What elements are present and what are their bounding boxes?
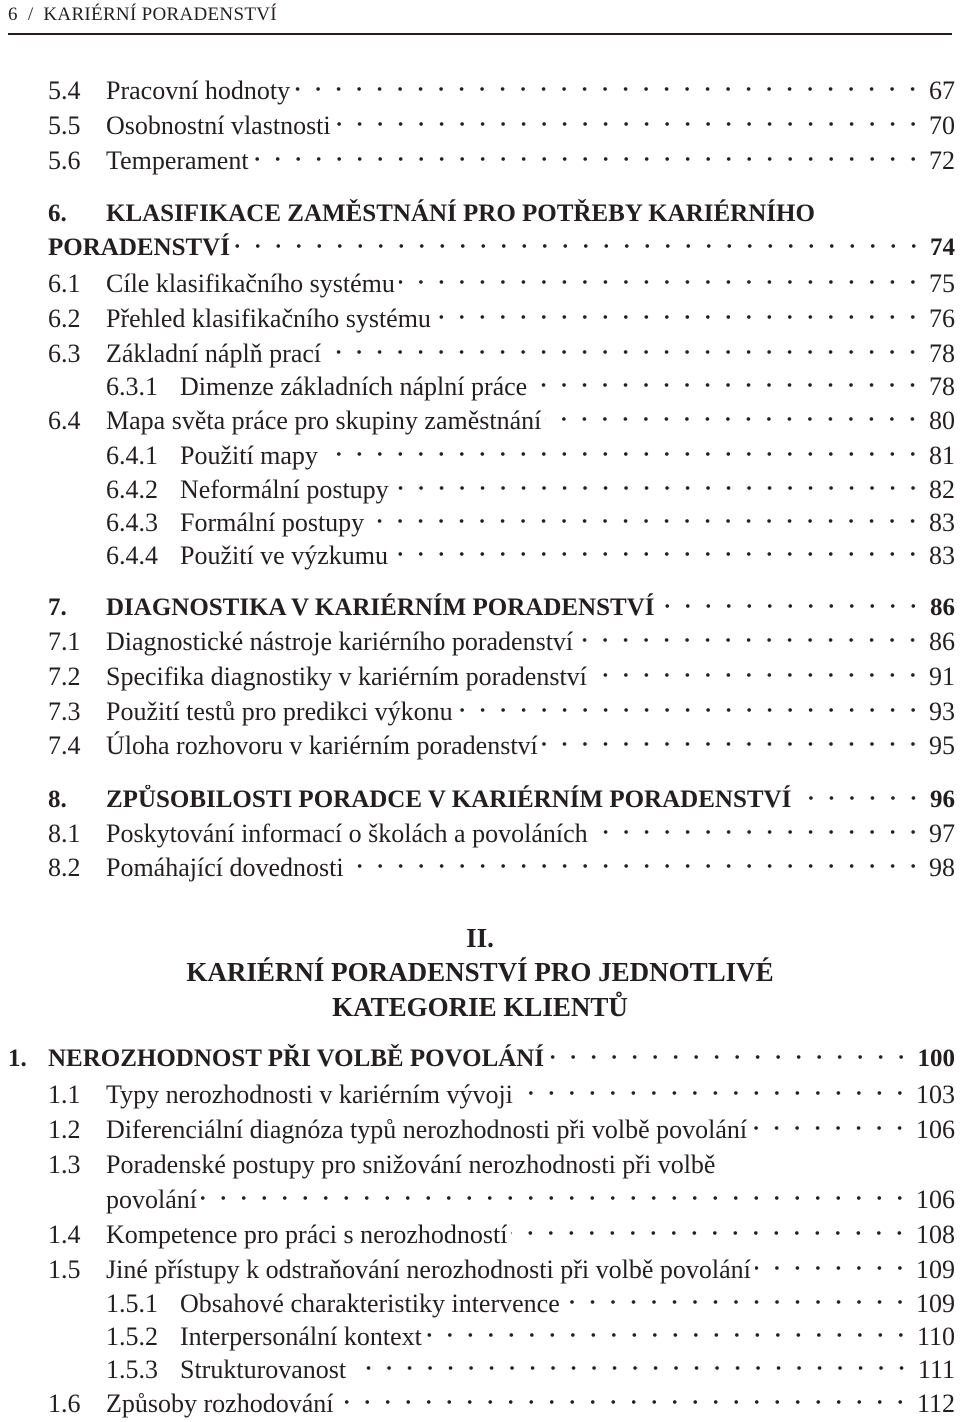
header-separator: / xyxy=(27,4,34,25)
toc-entry-number: 1.6 xyxy=(48,1389,81,1418)
header-rule xyxy=(8,33,952,35)
toc-entry-page: 82 xyxy=(929,475,955,504)
toc-entry-number: 1.1 xyxy=(48,1080,81,1109)
toc-entry-number: 7.4 xyxy=(48,731,81,760)
toc-entry-title: Specifika diagnostiky v kariérním poradenství xyxy=(106,662,587,691)
toc-subentry[interactable] xyxy=(106,1289,955,1319)
toc-entry[interactable] xyxy=(48,697,955,727)
dot-leader xyxy=(253,149,923,169)
dot-leader xyxy=(368,511,923,531)
toc-entry-title: Temperament xyxy=(106,146,249,175)
toc-entry-page: 76 xyxy=(929,304,955,333)
toc-chapter-page: 74 xyxy=(930,234,955,261)
dot-leader xyxy=(457,700,923,720)
toc-subentry[interactable] xyxy=(106,441,955,471)
toc-entry-number: 5.4 xyxy=(48,76,81,105)
toc-entry-number: 5.6 xyxy=(48,146,81,175)
toc-entry-number: 8.1 xyxy=(48,819,81,848)
toc-entry-number: 1.5 xyxy=(48,1255,81,1284)
toc-entry-page: 72 xyxy=(929,146,955,175)
dot-leader xyxy=(234,236,924,256)
dot-leader xyxy=(337,1392,910,1412)
toc-subentry[interactable] xyxy=(106,1322,955,1352)
toc-entry-number: 6.4.4 xyxy=(106,541,158,570)
toc-entry-number: 1.4 xyxy=(48,1220,81,1249)
dot-leader xyxy=(755,1258,910,1278)
toc-entry-page: 75 xyxy=(929,269,955,298)
toc-entry[interactable] xyxy=(48,1115,955,1145)
toc-entry-page: 67 xyxy=(929,76,955,105)
toc-chapter-title: DIAGNOSTIKA V KARIÉRNÍM PORADENSTVÍ xyxy=(106,594,655,621)
dot-leader xyxy=(542,734,923,754)
toc-subentry[interactable] xyxy=(106,541,955,571)
toc-entry-title: Použití mapy xyxy=(180,441,318,470)
toc-chapter[interactable] xyxy=(48,785,955,815)
toc-chapter-number: 6. xyxy=(48,200,67,227)
toc-entry-page: 109 xyxy=(916,1289,955,1318)
part-numeral: II. xyxy=(466,923,494,953)
dot-leader xyxy=(548,1047,911,1067)
toc-entry-title: Jiné přístupy k odstraňování nerozhodnosti při volbě povolání xyxy=(106,1255,751,1284)
toc-entry[interactable] xyxy=(48,304,955,334)
toc-entry-title: Typy nerozhodnosti v kariérním vývoji xyxy=(106,1080,513,1109)
toc-entry-page: 111 xyxy=(917,1355,955,1384)
dot-leader xyxy=(399,272,923,292)
dot-leader xyxy=(545,409,923,429)
toc-entry-continuation[interactable] xyxy=(106,1185,955,1215)
dot-leader xyxy=(392,544,923,564)
toc-entry-title: Poskytování informací o školách a povoláních xyxy=(106,819,588,848)
toc-chapter-title: NEROZHODNOST PŘI VOLBĚ POVOLÁNÍ xyxy=(48,1045,545,1072)
toc-entry-number: 6.1 xyxy=(48,269,81,298)
dot-leader xyxy=(517,1083,910,1103)
toc-entry[interactable] xyxy=(48,731,955,761)
toc-subentry[interactable] xyxy=(106,372,955,402)
toc-chapter-title-cont: PORADENSTVÍ xyxy=(48,234,230,261)
dot-leader xyxy=(751,1118,910,1138)
toc-entry-title: Použití ve výzkumu xyxy=(180,541,388,570)
toc-entry-number: 8.2 xyxy=(48,853,81,882)
toc-entry[interactable] xyxy=(48,853,955,883)
toc-entry-page: 91 xyxy=(929,662,955,691)
toc-entry-title: Základní náplň prací xyxy=(106,339,322,368)
toc-entry-title: Strukturovanost xyxy=(180,1355,347,1384)
dot-leader xyxy=(294,79,923,99)
dot-leader xyxy=(658,596,924,616)
toc-entry-page: 97 xyxy=(929,819,955,848)
dot-leader xyxy=(201,1188,910,1208)
toc-entry-page: 86 xyxy=(929,627,955,656)
toc-entry-number: 1.5.1 xyxy=(106,1289,158,1318)
toc-entry-number: 6.4.1 xyxy=(106,441,158,470)
dot-leader xyxy=(531,375,923,395)
toc-entry-page: 80 xyxy=(929,406,955,435)
toc-chapter[interactable] xyxy=(48,593,955,623)
toc-entry[interactable] xyxy=(48,1080,955,1110)
part-title-line2: KATEGORIE KLIENTŮ xyxy=(332,992,628,1022)
toc-entry-number: 7.3 xyxy=(48,697,81,726)
toc-chapter-page: 100 xyxy=(917,1045,955,1072)
toc-entry-page: 106 xyxy=(916,1185,955,1214)
toc-entry-page: 93 xyxy=(929,697,955,726)
toc-entry-page: 98 xyxy=(929,853,955,882)
toc-chapter-page: 96 xyxy=(930,786,955,813)
header-running-title: KARIÉRNÍ PORADENSTVÍ xyxy=(43,4,277,25)
toc-chapter-title: ZPŮSOBILOSTI PORADCE V KARIÉRNÍM PORADENSTVÍ xyxy=(106,786,792,813)
dot-leader xyxy=(564,1292,910,1312)
toc-entry-number: 1.5.3 xyxy=(106,1355,158,1384)
toc-entry[interactable] xyxy=(48,76,955,106)
toc-entry-page: 95 xyxy=(929,731,955,760)
toc-entry-page: 106 xyxy=(916,1115,955,1144)
toc-entry-title: Interpersonální kontext xyxy=(180,1322,422,1351)
toc-entry[interactable] xyxy=(48,1220,955,1250)
dot-leader xyxy=(592,822,923,842)
dot-leader xyxy=(322,444,923,464)
toc-entry-title: Kompetence pro práci s nerozhodností xyxy=(106,1220,508,1249)
toc-chapter-number: 8. xyxy=(48,786,67,813)
toc-entry-title: Úloha rozhovoru v kariérním poradenství xyxy=(106,731,538,760)
toc-entry[interactable] xyxy=(48,1389,955,1419)
toc-entry-title: Formální postupy xyxy=(180,508,365,537)
toc-entry-page: 78 xyxy=(929,372,955,401)
toc-entry-page: 109 xyxy=(916,1255,955,1284)
dot-leader xyxy=(393,478,923,498)
toc-entry-page: 81 xyxy=(929,441,955,470)
toc-entry-title: Neformální postupy xyxy=(180,475,389,504)
toc-entry-title: Cíle klasifikačního systému xyxy=(106,269,395,298)
toc-entry-title: Diferenciální diagnóza typů nerozhodnosti při volbě povolání xyxy=(106,1115,748,1144)
dot-leader xyxy=(591,665,923,685)
toc-entry[interactable] xyxy=(48,1255,955,1285)
toc-entry-number: 7.2 xyxy=(48,662,81,691)
toc-entry-number: 7.1 xyxy=(48,627,81,656)
toc-entry[interactable] xyxy=(48,339,955,369)
toc-entry-page: 103 xyxy=(916,1080,955,1109)
toc-entry-page: 110 xyxy=(916,1322,955,1351)
toc-subentry[interactable] xyxy=(106,475,955,505)
toc-entry-page: 83 xyxy=(929,541,955,570)
toc-entry[interactable] xyxy=(48,662,955,692)
toc-entry-page: 112 xyxy=(916,1389,955,1418)
dot-leader xyxy=(435,307,923,327)
dot-leader xyxy=(426,1325,911,1345)
toc-chapter-continuation[interactable] xyxy=(48,233,955,263)
toc-entry-title: Poradenské postupy pro snižování nerozhodnosti při volbě xyxy=(106,1150,716,1179)
toc-entry-title: Mapa světa práce pro skupiny zaměstnání xyxy=(106,406,542,435)
toc-entry-page: 70 xyxy=(929,111,955,140)
toc-chapter[interactable] xyxy=(48,199,955,229)
toc-entry-number: 6.2 xyxy=(48,304,81,333)
toc-chapter-number: 1. xyxy=(8,1045,27,1072)
toc-entry-title: Osobnostní vlastnosti xyxy=(106,111,331,140)
dot-leader xyxy=(511,1223,910,1243)
toc-entry-number: 6.4.2 xyxy=(106,475,158,504)
toc-entry-number: 6.4.3 xyxy=(106,508,158,537)
toc-entry-title: Způsoby rozhodování xyxy=(106,1389,334,1418)
toc-subentry[interactable] xyxy=(106,508,955,538)
toc-entry[interactable] xyxy=(48,819,955,849)
toc-chapter-page: 86 xyxy=(930,594,955,621)
toc-entry-title: Pomáhající dovednosti xyxy=(106,853,344,882)
toc-entry-page: 83 xyxy=(929,508,955,537)
toc-entry-title: Obsahové charakteristiky intervence xyxy=(180,1289,560,1318)
toc-entry-title: Použití testů pro predikci výkonu xyxy=(106,697,453,726)
dot-leader xyxy=(325,342,923,362)
dot-leader xyxy=(795,788,924,808)
toc-entry-number: 6.3.1 xyxy=(106,372,158,401)
dot-leader xyxy=(335,114,923,134)
toc-entry-number: 6.4 xyxy=(48,406,81,435)
toc-entry[interactable] xyxy=(48,627,955,657)
toc-chapter-number: 7. xyxy=(48,594,67,621)
dot-leader xyxy=(350,1358,912,1378)
toc-entry-title: Přehled klasifikačního systému xyxy=(106,304,431,333)
toc-entry-title: Diagnostické nástroje kariérního poradenství xyxy=(106,627,574,656)
dot-leader xyxy=(577,630,923,650)
toc-entry-page: 108 xyxy=(916,1220,955,1249)
toc-entry-number: 5.5 xyxy=(48,111,81,140)
toc-entry-number: 6.3 xyxy=(48,339,81,368)
running-header xyxy=(8,4,277,26)
dot-leader xyxy=(348,856,923,876)
toc-entry[interactable] xyxy=(48,406,955,436)
toc-entry-title: Dimenze základních náplní práce xyxy=(180,372,528,401)
toc-entry-page: 78 xyxy=(929,339,955,368)
toc-entry-title-cont: povolání xyxy=(106,1185,197,1214)
toc-subentry[interactable] xyxy=(106,1355,955,1385)
toc-entry-number: 1.5.2 xyxy=(106,1322,158,1351)
toc-entry[interactable] xyxy=(48,1150,955,1180)
toc-entry-title: Pracovní hodnoty xyxy=(106,76,291,105)
part-title-line1: KARIÉRNÍ PORADENSTVÍ PRO JEDNOTLIVÉ xyxy=(186,957,774,987)
toc-entry[interactable] xyxy=(48,111,955,141)
toc-chapter-title: KLASIFIKACE ZAMĚSTNÁNÍ PRO POTŘEBY KARIÉRNÍHO xyxy=(106,200,815,227)
toc-entry-number: 1.3 xyxy=(48,1150,81,1179)
toc-chapter[interactable] xyxy=(8,1044,955,1074)
toc-entry[interactable] xyxy=(48,146,955,176)
toc-entry[interactable] xyxy=(48,269,955,299)
toc-entry-number: 1.2 xyxy=(48,1115,81,1144)
header-page-number: 6 xyxy=(8,4,18,25)
